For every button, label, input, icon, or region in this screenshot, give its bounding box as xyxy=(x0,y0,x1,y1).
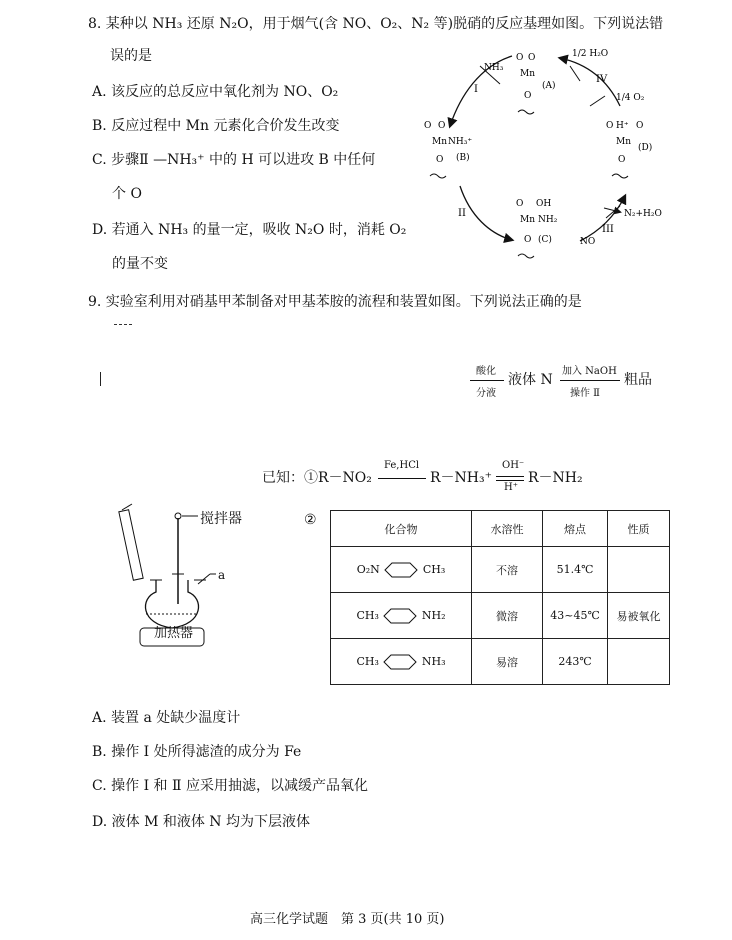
property-cell xyxy=(608,639,670,685)
flow-liquid-n: 液体 N xyxy=(508,372,553,388)
cycle-reagent-nh3: NH₃ xyxy=(484,63,504,73)
cycle-b-o3: O xyxy=(436,155,444,165)
cycle-c-nh2: NH₂ xyxy=(538,215,558,225)
page-footer: 高三化学试题 第 3 页(共 10 页) xyxy=(250,912,445,927)
compound-cell: CH₃ NH₃ xyxy=(331,639,472,685)
header-solubility: 水溶性 xyxy=(472,511,543,547)
q8-stem-line2: 误的是 xyxy=(110,48,152,64)
q8-option-d-line2: 的量不变 xyxy=(112,256,168,272)
arrow-step-2 xyxy=(460,186,512,240)
label-stirrer: 搅拌器 xyxy=(200,511,242,527)
flow-step1-top: 酸化 xyxy=(476,366,496,377)
cycle-label-a: (A) xyxy=(542,81,556,91)
side-neck-a xyxy=(198,574,210,584)
cycle-reagent-o2: 1/4 O₂ xyxy=(616,93,645,103)
q9-known-reaction xyxy=(262,462,602,496)
arrow-step-4 xyxy=(560,58,620,106)
property-cell: 易被氧化 xyxy=(608,593,670,639)
known-arrow-2b xyxy=(496,480,524,481)
cycle-b-mn: Mn xyxy=(432,137,448,147)
q8-option-c-line1: C. 步骤Ⅱ —NH₃⁺ 中的 H 可以进攻 B 中任何 xyxy=(92,152,376,168)
known-arrow-2a xyxy=(496,476,524,477)
cycle-step-3: III xyxy=(602,224,614,235)
solubility-cell: 易溶 xyxy=(472,639,543,685)
flow-step2-bottom: 操作 Ⅱ xyxy=(570,388,600,399)
benzene-ring-icon xyxy=(383,561,419,579)
three-neck-flask xyxy=(145,580,198,628)
table-row xyxy=(331,547,670,593)
catalytic-cycle-diagram xyxy=(420,36,720,266)
apparatus-diagram xyxy=(112,500,282,650)
cycle-reagent-h2o: 1/2 H₂O xyxy=(572,49,609,59)
reagent-arrow-o2 xyxy=(590,96,605,106)
header-melting-point: 熔点 xyxy=(543,511,608,547)
cycle-d-o3: O xyxy=(618,155,626,165)
compound-cell: CH₃ NH₂ xyxy=(331,593,472,639)
cycle-a-mn: Mn xyxy=(520,69,536,79)
cycle-c-mn: Mn xyxy=(520,215,536,225)
q9-option-a: A. 装置 a 处缺少温度计 xyxy=(92,710,241,726)
q9-option-c: C. 操作 Ⅰ 和 Ⅱ 应采用抽滤，以减缓产品氧化 xyxy=(92,778,368,794)
cycle-d-o1: O xyxy=(606,121,614,131)
q8-option-a: A. 该反应的总反应中氧化剂为 NO、O₂ xyxy=(92,84,339,100)
cycle-a-surface xyxy=(518,110,534,114)
q8-option-d-line1: D. 若通入 NH₃ 的量一定，吸收 N₂O 时，消耗 O₂ xyxy=(92,222,407,238)
cycle-product: N₂+H₂O xyxy=(624,209,662,219)
cycle-step-4: IV xyxy=(596,74,608,85)
benzene-ring-icon xyxy=(382,607,418,625)
header-compound: 化合物 xyxy=(331,511,472,547)
q9-option-d: D. 液体 M 和液体 N 均为下层液体 xyxy=(92,814,311,830)
q9-flow xyxy=(470,364,670,404)
cycle-a-o2: O xyxy=(528,53,536,63)
cycle-a-o1: O xyxy=(516,53,524,63)
known-arrow1-label: Fe,HCl xyxy=(384,460,420,471)
table-marker: ② xyxy=(304,512,317,528)
q9-stem: 9. 实验室利用对硝基甲苯制备对甲基苯胺的流程和装置如图。下列说法正确的是 xyxy=(88,294,582,310)
cycle-d-mn: Mn xyxy=(616,137,632,147)
property-cell xyxy=(608,547,670,593)
solubility-cell: 微溶 xyxy=(472,593,543,639)
cycle-d-surface xyxy=(612,174,628,178)
condenser xyxy=(119,510,143,581)
solubility-cell: 不溶 xyxy=(472,547,543,593)
known-arrow2-bottom: H⁺ xyxy=(504,482,518,493)
cycle-c-oh: OH xyxy=(536,199,552,209)
melting-point-cell: 51.4℃ xyxy=(543,547,608,593)
q9-option-b: B. 操作 Ⅰ 处所得滤渣的成分为 Fe xyxy=(92,744,302,760)
flow-step1-bottom: 分液 xyxy=(476,388,496,399)
cycle-label-d: (D) xyxy=(638,143,653,153)
cycle-a-o3: O xyxy=(524,91,532,101)
cycle-b-nh3: NH₃⁺ xyxy=(448,137,473,147)
melting-point-cell: 243℃ xyxy=(543,639,608,685)
flow-arrow-2 xyxy=(560,380,620,381)
q8-stem-line1: 8. 某种以 NH₃ 还原 N₂O，用于烟气(含 NO、O₂、N₂ 等)脱硝的反应基理如图。下列说法错 xyxy=(88,16,664,32)
cycle-b-o2: O xyxy=(438,121,446,131)
cycle-b-surface xyxy=(430,174,446,178)
compound-properties-table xyxy=(330,510,670,685)
known-mid: R－NH₃⁺ xyxy=(430,470,493,486)
flow-step2-top: 加入 NaOH xyxy=(562,366,617,377)
known-prefix: 已知：①R－NO₂ xyxy=(262,470,372,486)
cycle-c-o2: O xyxy=(524,235,532,245)
q9-emphasis-mark xyxy=(114,324,132,325)
flow-arrow-1 xyxy=(470,380,504,381)
cycle-c-surface xyxy=(518,254,534,258)
compound-cell: O₂N CH₃ xyxy=(331,547,472,593)
cycle-b-o1: O xyxy=(424,121,432,131)
cycle-d-hplus: H⁺ xyxy=(616,121,629,131)
label-heater: 加热器 xyxy=(154,626,194,641)
benzene-ring-icon xyxy=(382,653,418,671)
known-arrow-1 xyxy=(378,478,426,479)
q9-flow-left-edge xyxy=(100,372,101,386)
cycle-label-b: (B) xyxy=(456,153,470,163)
melting-point-cell: 43~45℃ xyxy=(543,593,608,639)
table-header-row xyxy=(331,511,670,547)
cycle-d-o2: O xyxy=(636,121,644,131)
known-arrow2-top: OH⁻ xyxy=(502,460,525,471)
q8-option-c-line2: 个 O xyxy=(112,186,142,202)
table-row xyxy=(331,639,670,685)
table-row xyxy=(331,593,670,639)
label-a: a xyxy=(218,568,226,582)
cycle-label-c: (C) xyxy=(538,235,552,245)
flow-product: 粗品 xyxy=(624,372,652,388)
q8-option-b: B. 反应过程中 Mn 元素化合价发生改变 xyxy=(92,118,340,134)
condenser-top xyxy=(122,504,132,510)
known-end: R－NH₂ xyxy=(528,470,583,486)
reagent-arrow-no xyxy=(606,206,620,218)
header-property: 性质 xyxy=(608,511,670,547)
cycle-step-2: II xyxy=(458,208,466,219)
cycle-step-1: I xyxy=(474,84,478,95)
cycle-reagent-no: NO xyxy=(580,237,596,247)
reagent-arrow-h2o xyxy=(570,66,580,81)
cycle-c-o: O xyxy=(516,199,524,209)
